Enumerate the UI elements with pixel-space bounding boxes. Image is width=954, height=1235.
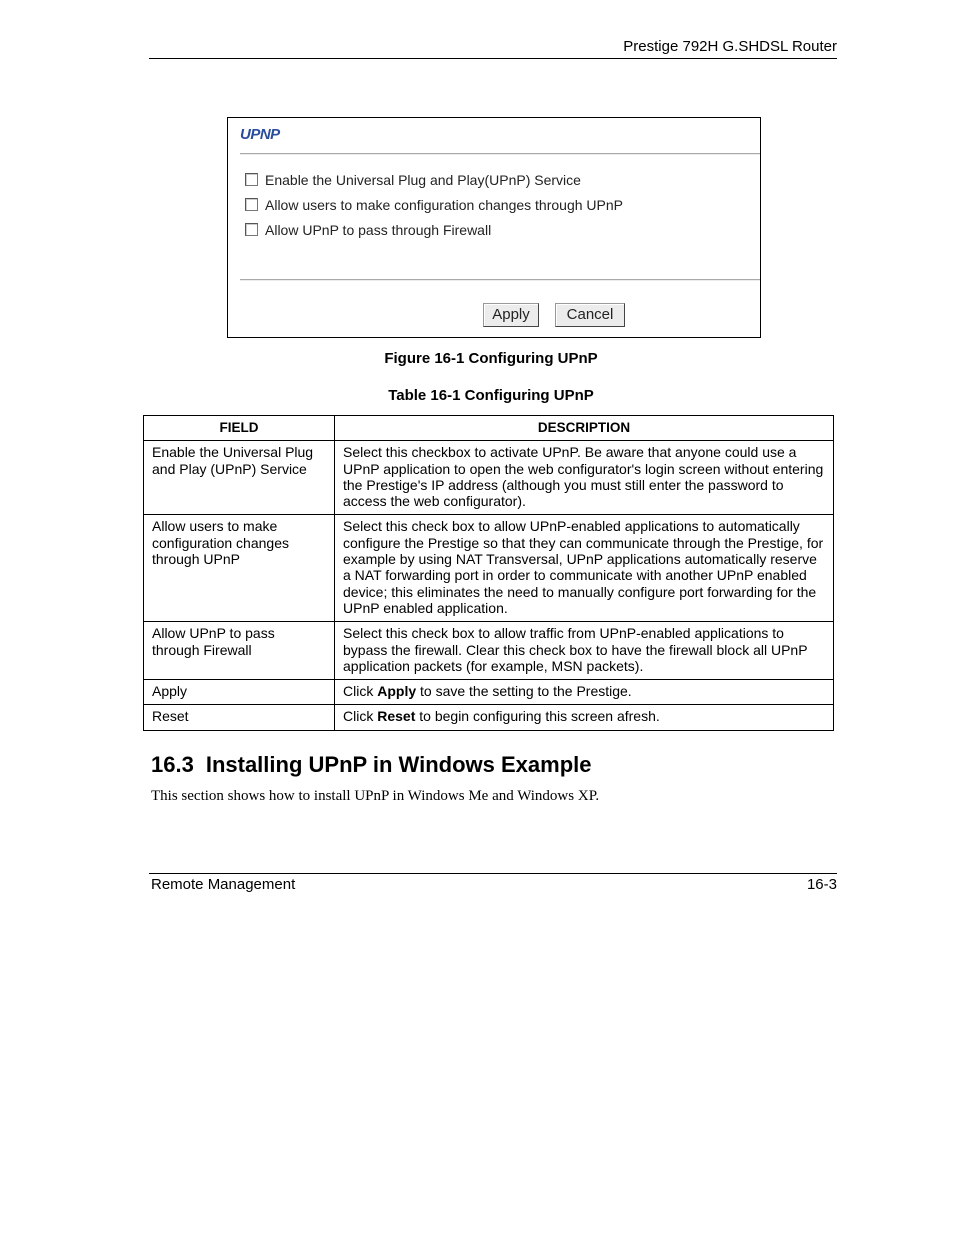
upnp-field-table [143,415,834,731]
table-row [144,622,834,680]
page-footer [149,873,837,896]
description-cell: Select this check box to allow UPnP-enabled applications to automatically configure the Prestige so that they can communicate through the Prestige, for example by using NAT Transversal, UPnP applications automatically reserve a NAT forwarding port in order to communicate with another UPnP enabled device; this eliminates the need to manually configure port forwarding for the UPnP enabled application. [335,515,834,622]
divider [240,153,760,155]
table-caption: Table 16-1 Configuring UPnP [388,387,594,404]
table-row [144,441,834,515]
description-cell [335,705,834,730]
description-keyword: Reset [377,708,416,725]
description-cell [335,680,834,705]
section-number: 16.3 [151,752,194,777]
description-keyword: Apply [377,683,417,700]
field-cell: Allow users to make configuration changes through UPnP [144,515,335,622]
section-body-text: This section shows how to install UPnP in Windows Me and Windows XP. [151,788,600,804]
description-column-header: DESCRIPTION [335,416,834,441]
section-heading [151,752,592,778]
description-text: Click [343,708,378,725]
upnp-panel-title: UPNP [240,126,280,143]
pass-firewall-label: Allow UPnP to pass through Firewall [265,222,492,238]
table-row [144,680,834,705]
page-number: 16-3 [806,876,837,893]
divider [240,279,760,281]
description-text: to begin configuring this screen afresh. [415,708,660,725]
field-cell: Reset [144,705,335,730]
chapter-name: Remote Management [151,876,296,893]
pass-firewall-option[interactable] [245,222,491,238]
allow-config-changes-checkbox[interactable] [245,198,258,211]
pass-firewall-checkbox[interactable] [245,223,258,236]
enable-upnp-option[interactable] [245,172,581,188]
field-cell: Enable the Universal Plug and Play (UPnP) Service [144,441,335,515]
description-cell: Select this check box to allow traffic from UPnP-enabled applications to bypass the firewall. Clear this check box to have the firewall block all UPnP application packets (for example, MSN packets). [335,622,834,680]
apply-button[interactable]: Apply [483,303,539,327]
figure-caption: Figure 16-1 Configuring UPnP [384,350,598,367]
table-row [144,515,834,622]
allow-config-changes-option[interactable] [245,197,623,213]
cancel-button[interactable]: Cancel [555,303,625,327]
document-title: Prestige 792H G.SHDSL Router [623,38,837,55]
field-cell: Allow UPnP to pass through Firewall [144,622,335,680]
description-text: Click [343,683,378,700]
table-header-row [144,416,834,441]
enable-upnp-label: Enable the Universal Plug and Play(UPnP) Service [265,172,581,188]
upnp-screenshot-figure [227,117,761,338]
field-cell: Apply [144,680,335,705]
enable-upnp-checkbox[interactable] [245,173,258,186]
description-cell: Select this checkbox to activate UPnP. Be aware that anyone could use a UPnP application to open the web configurator's login screen without entering the Prestige's IP address (although you must still enter the password to access the web configurator). [335,441,834,515]
allow-config-changes-label: Allow users to make configuration changes through UPnP [265,197,623,213]
section-title: Installing UPnP in Windows Example [205,752,592,777]
field-column-header: FIELD [144,416,335,441]
table-row [144,705,834,730]
description-text: to save the setting to the Prestige. [416,683,632,700]
page-header [149,36,837,59]
